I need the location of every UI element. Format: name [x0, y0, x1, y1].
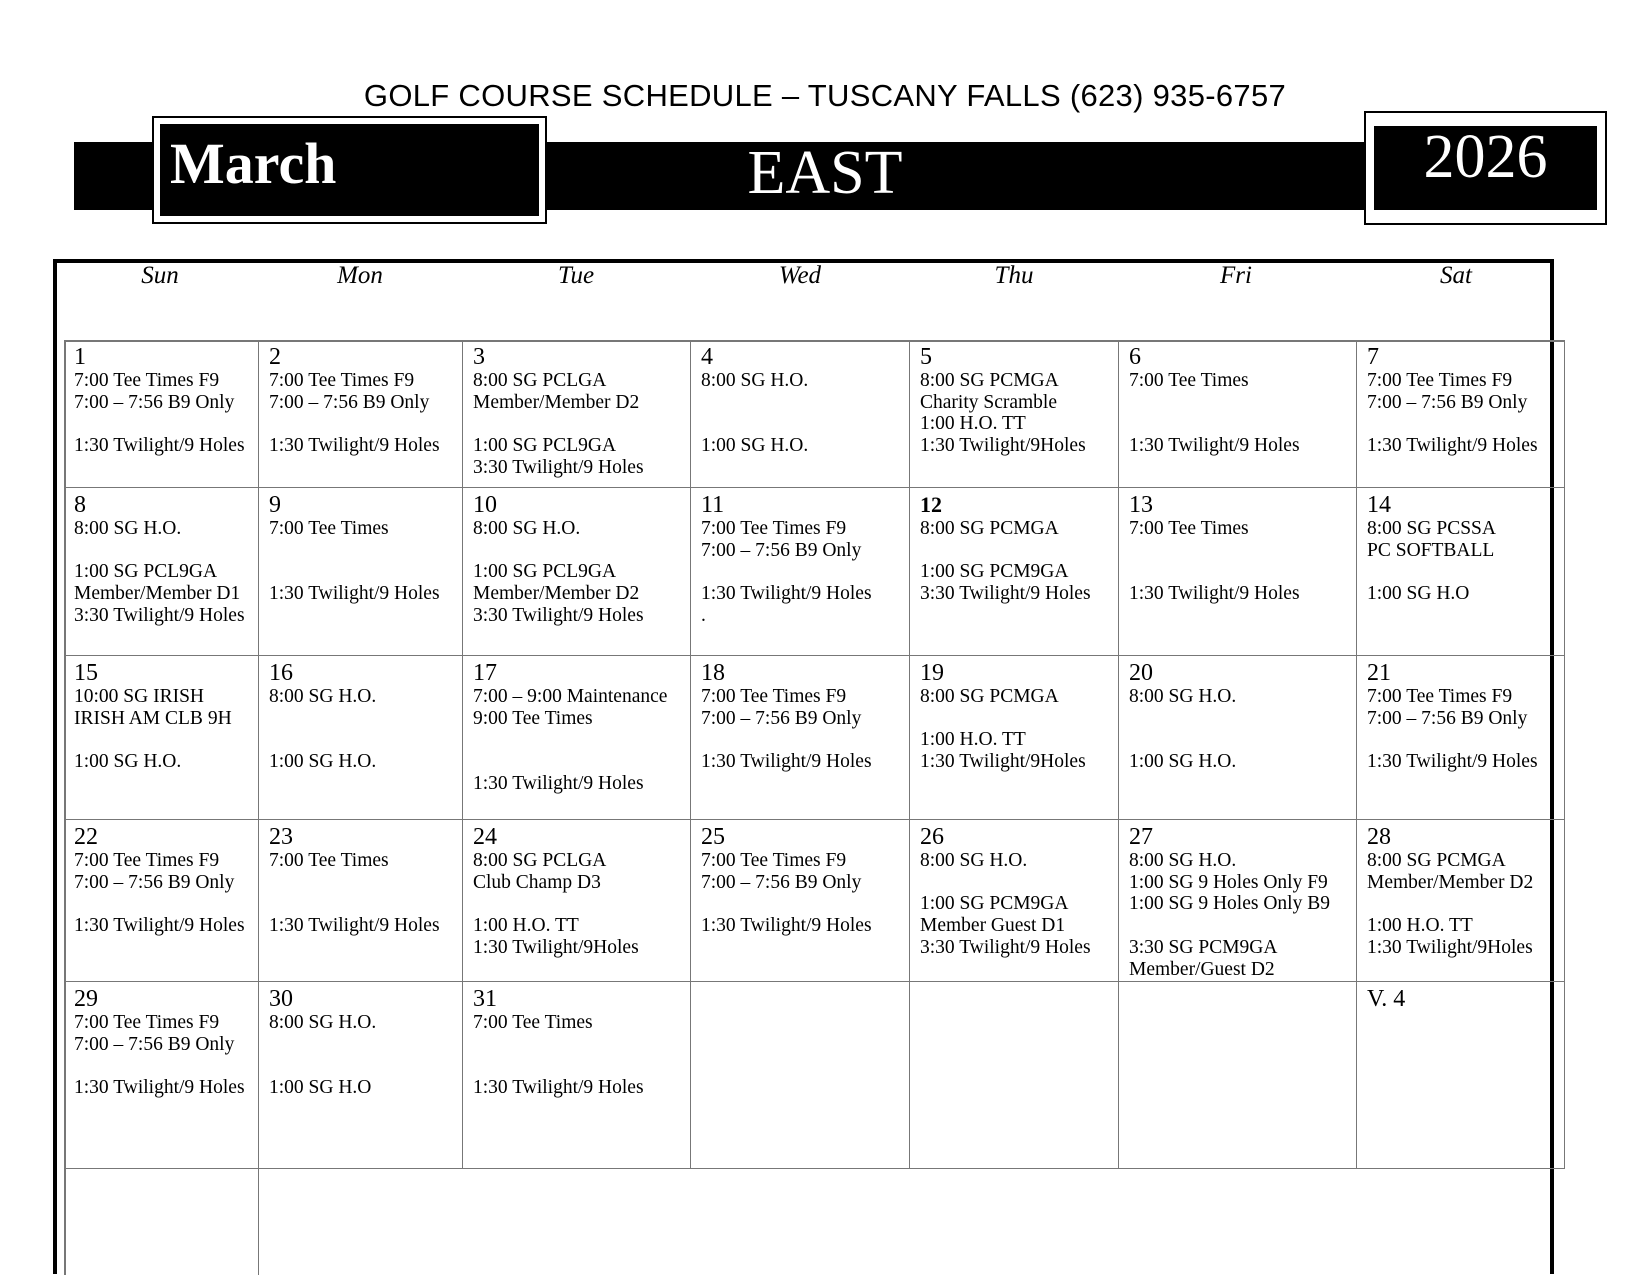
- calendar-day-cell: [691, 982, 910, 1169]
- day-number: 19: [920, 660, 944, 686]
- day-events: 8:00 SG H.O. 1:00 SG H.O.: [1129, 686, 1237, 773]
- calendar-day-cell: [64, 982, 259, 1169]
- day-number: 18: [701, 660, 725, 686]
- calendar-day-cell: [64, 340, 259, 488]
- year-box-inner: [1374, 123, 1597, 210]
- day-header-thu: Thu: [994, 262, 1034, 289]
- day-number: 22: [74, 824, 98, 850]
- grid-left-line: [64, 340, 66, 1275]
- calendar-day-cell: [463, 820, 691, 982]
- month-box-inner: [160, 124, 539, 216]
- day-number: 14: [1367, 492, 1391, 518]
- day-number: V. 4: [1367, 986, 1406, 1012]
- day-events: 7:00 Tee Times F9 7:00 – 7:56 B9 Only 1:30 Twilight/9 Holes: [1367, 686, 1538, 773]
- calendar-day-cell: [259, 656, 463, 820]
- day-number: 16: [269, 660, 293, 686]
- day-events: 7:00 Tee Times F9 7:00 – 7:56 B9 Only 1:30 Twilight/9 Holes: [701, 686, 872, 773]
- calendar-day-cell: [691, 340, 910, 488]
- day-number: 8: [74, 492, 86, 518]
- day-number: 5: [920, 344, 932, 370]
- day-header-sun: Sun: [141, 262, 179, 289]
- day-number: 4: [701, 344, 713, 370]
- empty-footer-cell: [64, 1169, 259, 1275]
- schedule-title: GOLF COURSE SCHEDULE – TUSCANY FALLS (623) 935-6757: [363, 78, 1287, 113]
- day-events: 10:00 SG IRISH IRISH AM CLB 9H 1:00 SG H.O.: [74, 686, 232, 773]
- day-events: 7:00 Tee Times F9 7:00 – 7:56 B9 Only 1:30 Twilight/9 Holes: [269, 370, 440, 457]
- day-number: 2: [269, 344, 281, 370]
- day-number: 12: [920, 492, 942, 517]
- day-events: 7:00 Tee Times F9 7:00 – 7:56 B9 Only 1:30 Twilight/9 Holes: [74, 1012, 245, 1099]
- day-header-tue: Tue: [557, 262, 595, 289]
- day-number: 26: [920, 824, 944, 850]
- calendar-day-cell: [463, 340, 691, 488]
- day-number: 27: [1129, 824, 1153, 850]
- calendar-day-cell: [64, 656, 259, 820]
- calendar-day-cell: [1119, 488, 1357, 656]
- calendar-day-cell: [1357, 340, 1565, 488]
- calendar-day-cell: [1119, 340, 1357, 488]
- calendar-day-cell: [64, 488, 259, 656]
- calendar-day-cell: [463, 656, 691, 820]
- day-number: 24: [473, 824, 497, 850]
- day-events: 7:00 Tee Times F9 7:00 – 7:56 B9 Only 1:30 Twilight/9 Holes: [74, 370, 245, 457]
- calendar-day-cell: [64, 820, 259, 982]
- day-events: 8:00 SG H.O. 1:00 SG H.O: [269, 1012, 377, 1099]
- calendar-day-cell: [691, 820, 910, 982]
- day-number: 9: [269, 492, 281, 518]
- day-events: 7:00 – 9:00 Maintenance 9:00 Tee Times 1:30 Twilight/9 Holes: [473, 686, 668, 794]
- day-events: 8:00 SG PCLGA Club Champ D3 1:00 H.O. TT 1:30 Twilight/9Holes: [473, 850, 639, 958]
- calendar-day-cell: [1357, 982, 1565, 1169]
- day-events: 8:00 SG H.O. 1:00 SG 9 Holes Only F9 1:00 SG 9 Holes Only B9 3:30 SG PCM9GA Member/Guest D2: [1129, 850, 1330, 980]
- calendar-day-cell: [691, 656, 910, 820]
- day-events: 7:00 Tee Times F9 7:00 – 7:56 B9 Only 1:30 Twilight/9 Holes: [1367, 370, 1538, 457]
- day-events: 8:00 SG PCMGA Charity Scramble 1:00 H.O. TT 1:30 Twilight/9Holes: [920, 370, 1086, 457]
- day-header-sat: Sat: [1440, 262, 1472, 289]
- day-events: 7:00 Tee Times 1:30 Twilight/9 Holes: [269, 518, 440, 605]
- day-number: 29: [74, 986, 98, 1012]
- day-number: 7: [1367, 344, 1379, 370]
- day-number: 6: [1129, 344, 1141, 370]
- calendar-day-cell: [910, 982, 1119, 1169]
- day-events: 8:00 SG PCMGA Member/Member D2 1:00 H.O. TT 1:30 Twilight/9Holes: [1367, 850, 1534, 958]
- calendar-day-cell: [910, 656, 1119, 820]
- day-number: 1: [74, 344, 86, 370]
- day-events: 7:00 Tee Times F9 7:00 – 7:56 B9 Only 1:30 Twilight/9 Holes: [74, 850, 245, 937]
- day-events: 8:00 SG PCSSA PC SOFTBALL 1:00 SG H.O: [1367, 518, 1496, 605]
- day-events: 8:00 SG PCLGA Member/Member D2 1:00 SG PCL9GA 3:30 Twilight/9 Holes: [473, 370, 644, 478]
- calendar-day-cell: [259, 820, 463, 982]
- day-events: 7:00 Tee Times 1:30 Twilight/9 Holes: [1129, 518, 1300, 605]
- day-events: 7:00 Tee Times F9 7:00 – 7:56 B9 Only 1:30 Twilight/9 Holes: [701, 850, 872, 937]
- day-number: 25: [701, 824, 725, 850]
- day-header-wed: Wed: [778, 262, 822, 289]
- calendar-day-cell: [259, 340, 463, 488]
- calendar-day-cell: [691, 488, 910, 656]
- day-events: 7:00 Tee Times F9 7:00 – 7:56 B9 Only 1:30 Twilight/9 Holes .: [701, 518, 872, 626]
- day-number: 21: [1367, 660, 1391, 686]
- day-events: 8:00 SG H.O. 1:00 SG PCM9GA Member Guest D1 3:30 Twilight/9 Holes: [920, 850, 1091, 958]
- calendar-day-cell: [259, 488, 463, 656]
- year-box: [1364, 111, 1607, 225]
- calendar-day-cell: [463, 982, 691, 1169]
- day-number: 31: [473, 986, 497, 1012]
- month-box: [152, 116, 547, 224]
- calendar-day-cell: [463, 488, 691, 656]
- east-label: EAST: [747, 139, 903, 207]
- calendar-day-cell: [910, 488, 1119, 656]
- grid-top-line: [64, 340, 1564, 342]
- calendar-day-cell: [910, 820, 1119, 982]
- day-number: 11: [701, 492, 725, 518]
- day-header-mon: Mon: [337, 262, 383, 289]
- year-label: 2026: [1423, 123, 1548, 191]
- day-events: 8:00 SG PCMGA 1:00 SG PCM9GA 3:30 Twilight/9 Holes: [920, 518, 1091, 605]
- day-number: 3: [473, 344, 485, 370]
- day-events: 8:00 SG H.O. 1:00 SG PCL9GA Member/Member D1 3:30 Twilight/9 Holes: [74, 518, 245, 626]
- day-number: 15: [74, 660, 98, 686]
- day-number: 10: [473, 492, 497, 518]
- day-number: 13: [1129, 492, 1153, 518]
- day-number: 20: [1129, 660, 1153, 686]
- calendar-day-cell: [910, 340, 1119, 488]
- day-number: 23: [269, 824, 293, 850]
- day-events: 7:00 Tee Times 1:30 Twilight/9 Holes: [1129, 370, 1300, 457]
- day-events: 8:00 SG H.O. 1:00 SG H.O.: [701, 370, 809, 457]
- day-events: 7:00 Tee Times 1:30 Twilight/9 Holes: [269, 850, 440, 937]
- calendar-day-cell: [1119, 982, 1357, 1169]
- calendar-day-cell: [1119, 656, 1357, 820]
- day-events: 8:00 SG H.O. 1:00 SG H.O.: [269, 686, 377, 773]
- day-number: 28: [1367, 824, 1391, 850]
- calendar-day-cell: [1357, 820, 1565, 982]
- day-events: 8:00 SG PCMGA 1:00 H.O. TT 1:30 Twilight/9Holes: [920, 686, 1086, 773]
- day-events: 7:00 Tee Times 1:30 Twilight/9 Holes: [473, 1012, 644, 1099]
- calendar-day-cell: [1119, 820, 1357, 982]
- calendar-day-cell: [1357, 488, 1565, 656]
- month-label: March: [170, 131, 337, 196]
- day-events: 8:00 SG H.O. 1:00 SG PCL9GA Member/Member D2 3:30 Twilight/9 Holes: [473, 518, 644, 626]
- day-header-fri: Fri: [1220, 262, 1252, 289]
- day-number: 30: [269, 986, 293, 1012]
- day-number: 17: [473, 660, 497, 686]
- calendar-day-cell: [1357, 656, 1565, 820]
- calendar-day-cell: [259, 982, 463, 1169]
